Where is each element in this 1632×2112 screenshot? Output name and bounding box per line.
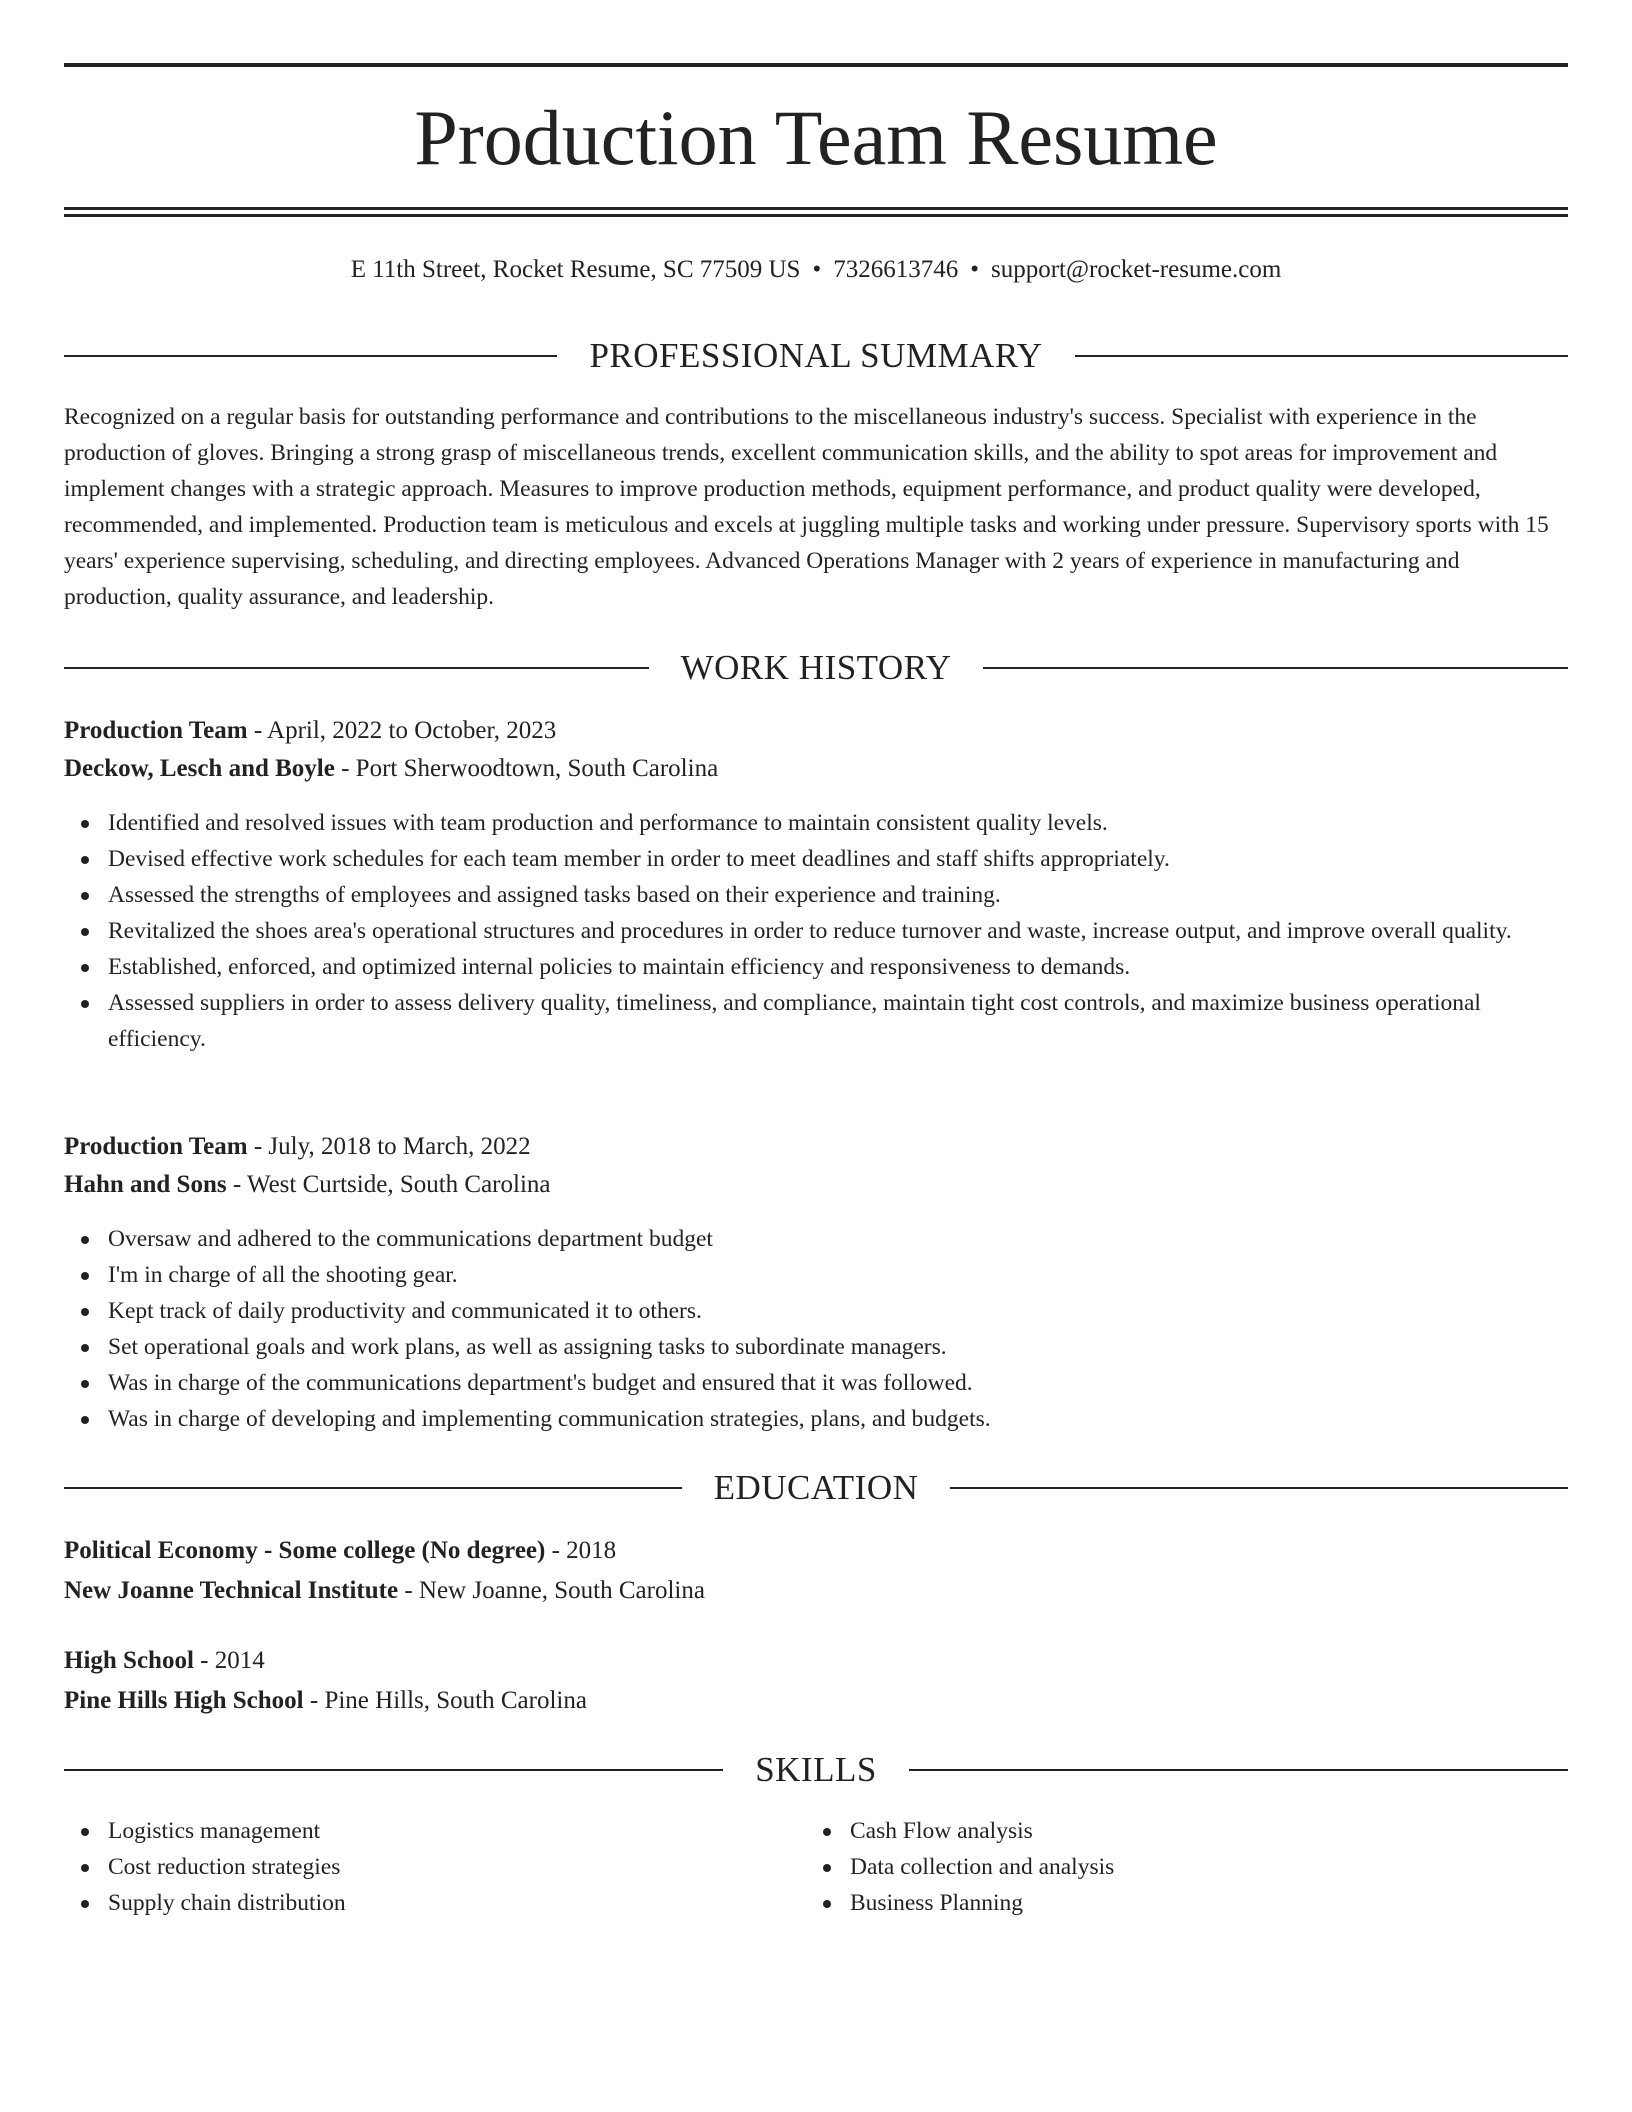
education-school: Pine Hills High School xyxy=(64,1687,304,1714)
education-location: - New Joanne, South Carolina xyxy=(398,1577,705,1604)
job-bullets xyxy=(64,1221,1568,1437)
job-company: Deckow, Lesch and Boyle xyxy=(64,755,335,782)
summary-heading-label: PROFESSIONAL SUMMARY xyxy=(589,336,1043,375)
list-item: Was in charge of developing and implementing communication strategies, plans, and budgets. xyxy=(64,1401,1568,1437)
job-company: Hahn and Sons xyxy=(64,1171,227,1198)
resume-title: Production Team Resume xyxy=(414,94,1218,181)
list-item: Was in charge of the communications department's budget and ensured that it was followed. xyxy=(64,1365,1568,1401)
list-item: Revitalized the shoes area's operational structures and procedures in order to reduce turnover and waste, increase output, and improve overall quality. xyxy=(64,913,1568,949)
heading-rule xyxy=(64,1487,682,1489)
education-year: - 2014 xyxy=(193,1647,265,1674)
education-degree-line xyxy=(64,1532,1568,1570)
heading-rule xyxy=(909,1769,1568,1771)
education-section-heading xyxy=(64,1466,1568,1510)
contact-phone: 7326613746 xyxy=(833,256,959,283)
job-title-line xyxy=(64,1128,1568,1166)
contact-email: support@rocket-resume.com xyxy=(990,256,1282,283)
list-item: Assessed the strengths of employees and assigned tasks based on their experience and training. xyxy=(64,877,1568,913)
skill-item: Supply chain distribution xyxy=(64,1885,1568,1921)
contact-line xyxy=(64,254,1568,286)
education-degree: Political Economy - Some college (No degree) xyxy=(64,1537,546,1564)
job-company-line xyxy=(64,1166,1568,1204)
list-item: Set operational goals and work plans, as well as assigning tasks to subordinate managers. xyxy=(64,1329,1568,1365)
summary-section-heading xyxy=(64,334,1568,378)
heading-rule xyxy=(64,667,649,669)
skill-item: Logistics management xyxy=(64,1813,1568,1849)
skill-item: Cash Flow analysis xyxy=(806,1813,1632,1849)
heading-rule xyxy=(983,667,1568,669)
job-location: - West Curtside, South Carolina xyxy=(226,1171,551,1198)
job-location: - Port Sherwoodtown, South Carolina xyxy=(334,755,719,782)
contact-address: E 11th Street, Rocket Resume, SC 77509 US xyxy=(350,256,801,283)
heading-rule xyxy=(1075,355,1568,357)
top-rule xyxy=(64,63,1568,67)
job-dates: - July, 2018 to March, 2022 xyxy=(247,1133,531,1160)
education-heading-label: EDUCATION xyxy=(713,1468,919,1507)
list-item: Established, enforced, and optimized internal policies to maintain efficiency and responsiveness to demands. xyxy=(64,949,1568,985)
summary-text: Recognized on a regular basis for outstanding performance and contributions to the miscellaneous industry's success. Specialist with experience in the production of gloves. Bringing a strong grasp of miscellaneous trends, excellent communication skills, and the ability to spot areas for improvement and implement changes with a strategic approach. Measures to improve production methods, equipment performance, and product quality were developed, recommended, and implemented. Production team is meticulous and excels at juggling multiple tasks and working under pressure. Supervisory sports with 15 years' experience supervising, scheduling, and directing employees. Advanced Operations Manager with 2 years of experience in manufacturing and production, quality assurance, and leadership. xyxy=(64,404,1549,610)
list-item: Oversaw and adhered to the communications department budget xyxy=(64,1221,1568,1257)
job-company-line xyxy=(64,750,1568,788)
education-degree-line xyxy=(64,1642,1568,1680)
education-year: - 2018 xyxy=(545,1537,617,1564)
contact-separator: • xyxy=(970,256,979,283)
job-bullets xyxy=(64,805,1568,1057)
skills-list-right xyxy=(806,1813,1632,1921)
skill-item: Cost reduction strategies xyxy=(64,1849,1568,1885)
list-item: Assessed suppliers in order to assess delivery quality, timeliness, and compliance, maintain tight cost controls, and maximize business operational efficiency. xyxy=(64,985,1568,1057)
job-title-line xyxy=(64,712,1568,750)
education-location: - Pine Hills, South Carolina xyxy=(303,1687,587,1714)
list-item: I'm in charge of all the shooting gear. xyxy=(64,1257,1568,1293)
job-title: Production Team xyxy=(64,1133,248,1160)
contact-separator: • xyxy=(812,256,822,283)
education-school-line xyxy=(64,1682,1568,1720)
work-heading-label: WORK HISTORY xyxy=(680,648,952,687)
list-item: Devised effective work schedules for each team member in order to meet deadlines and staff shifts appropriately. xyxy=(64,841,1568,877)
work-section-heading xyxy=(64,646,1568,690)
heading-rule xyxy=(950,1487,1568,1489)
education-school: New Joanne Technical Institute xyxy=(64,1577,399,1604)
education-school-line xyxy=(64,1572,1568,1610)
heading-rule xyxy=(64,1769,723,1771)
list-item: Kept track of daily productivity and communicated it to others. xyxy=(64,1293,1568,1329)
job-title: Production Team xyxy=(64,717,248,744)
heading-rule xyxy=(64,355,557,357)
title-double-rule xyxy=(64,207,1568,217)
skills-heading-label: SKILLS xyxy=(755,1750,877,1789)
list-item: Identified and resolved issues with team production and performance to maintain consistent quality levels. xyxy=(64,805,1568,841)
job-dates: - April, 2022 to October, 2023 xyxy=(247,717,557,744)
skills-section-heading xyxy=(64,1748,1568,1792)
skill-item: Business Planning xyxy=(806,1885,1632,1921)
skill-item: Data collection and analysis xyxy=(806,1849,1632,1885)
education-degree: High School xyxy=(64,1647,194,1674)
